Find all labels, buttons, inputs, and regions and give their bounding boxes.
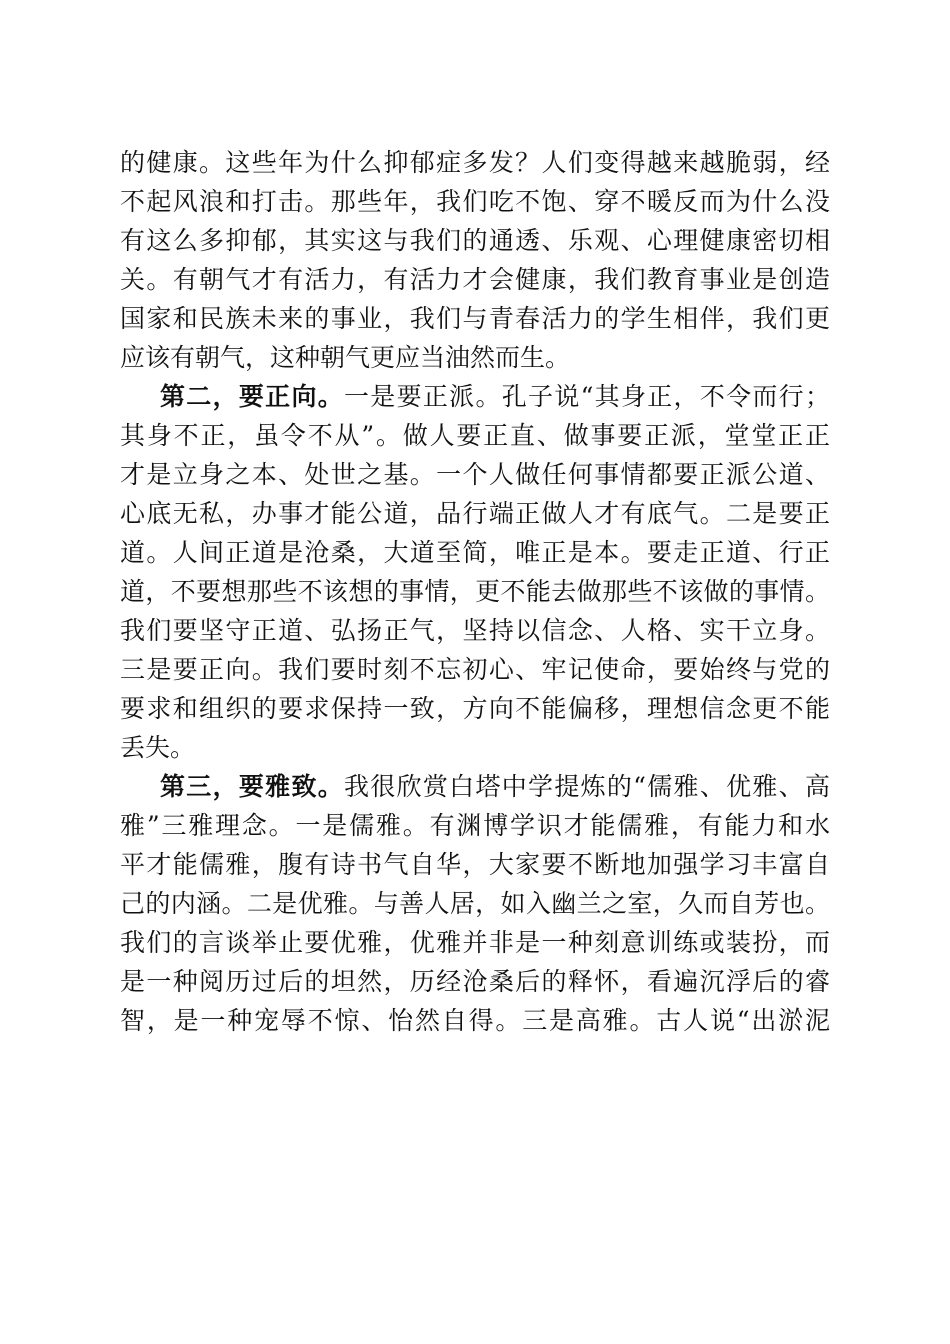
text-line: 的健康。这些年为什么抑郁症多发？人们变得越来越脆弱，经 bbox=[120, 148, 830, 177]
paragraph-3 bbox=[120, 767, 830, 1040]
text-line: 应该有朝气，这种朝气更应当油然而生。 bbox=[120, 343, 571, 372]
text-line: 我们要坚守正道、弘扬正气，坚持以信念、人格、实干立身。 bbox=[120, 616, 830, 645]
paragraph-2 bbox=[120, 377, 830, 767]
text-line: 平才能儒雅，腹有诗书气自华，大家要不断地加强学习丰富自 bbox=[120, 850, 830, 879]
text-line: 国家和民族未来的事业，我们与青春活力的学生相伴，我们更 bbox=[120, 304, 830, 333]
text-line: 雅”三雅理念。一是儒雅。有渊博学识才能儒雅，有能力和水 bbox=[120, 811, 830, 840]
text-line: 我们的言谈举止要优雅，优雅并非是一种刻意训练或装扮，而 bbox=[120, 928, 830, 957]
text-line: 道。人间正道是沧桑，大道至简，唯正是本。要走正道、行正 bbox=[120, 538, 830, 567]
text-line: 其身不正，虽令不从”。做人要正直、做事要正派，堂堂正正 bbox=[120, 421, 830, 450]
text-line: 智，是一种宠辱不惊、怡然自得。三是高雅。古人说“出淤泥 bbox=[120, 1006, 830, 1035]
text-line: 要求和组织的要求保持一致，方向不能偏移，理想信念更不能 bbox=[120, 694, 830, 723]
paragraph-first-line bbox=[120, 377, 830, 416]
paragraph-first-line bbox=[120, 767, 830, 806]
text-line: 是一种阅历过后的坦然，历经沧桑后的释怀，看遍沉浮后的睿 bbox=[120, 967, 830, 996]
text-line: 三是要正向。我们要时刻不忘初心、牢记使命，要始终与党的 bbox=[120, 655, 830, 684]
text-line: 道，不要想那些不该想的事情，更不能去做那些不该做的事情。 bbox=[120, 577, 830, 606]
first-line-text: 一是要正派。孔子说“其身正，不令而行； bbox=[344, 382, 830, 411]
text-line: 不起风浪和打击。那些年，我们吃不饱、穿不暖反而为什么没 bbox=[120, 187, 830, 216]
text-line: 己的内涵。二是优雅。与善人居，如入幽兰之室，久而自芳也。 bbox=[120, 889, 830, 918]
section-heading: 第三，要雅致。 bbox=[160, 772, 345, 801]
first-line-text: 我很欣赏白塔中学提炼的“儒雅、优雅、高 bbox=[344, 772, 830, 801]
section-heading: 第二，要正向。 bbox=[160, 382, 345, 411]
text-line: 关。有朝气才有活力，有活力才会健康，我们教育事业是创造 bbox=[120, 265, 830, 294]
text-line: 心底无私，办事才能公道，品行端正做人才有底气。二是要正 bbox=[120, 499, 830, 528]
text-line: 丢失。 bbox=[120, 733, 196, 762]
document-body bbox=[120, 143, 830, 1040]
text-line: 有这么多抑郁，其实这与我们的通透、乐观、心理健康密切相 bbox=[120, 226, 830, 255]
paragraph-1 bbox=[120, 143, 830, 377]
text-line: 才是立身之本、处世之基。一个人做任何事情都要正派公道、 bbox=[120, 460, 830, 489]
